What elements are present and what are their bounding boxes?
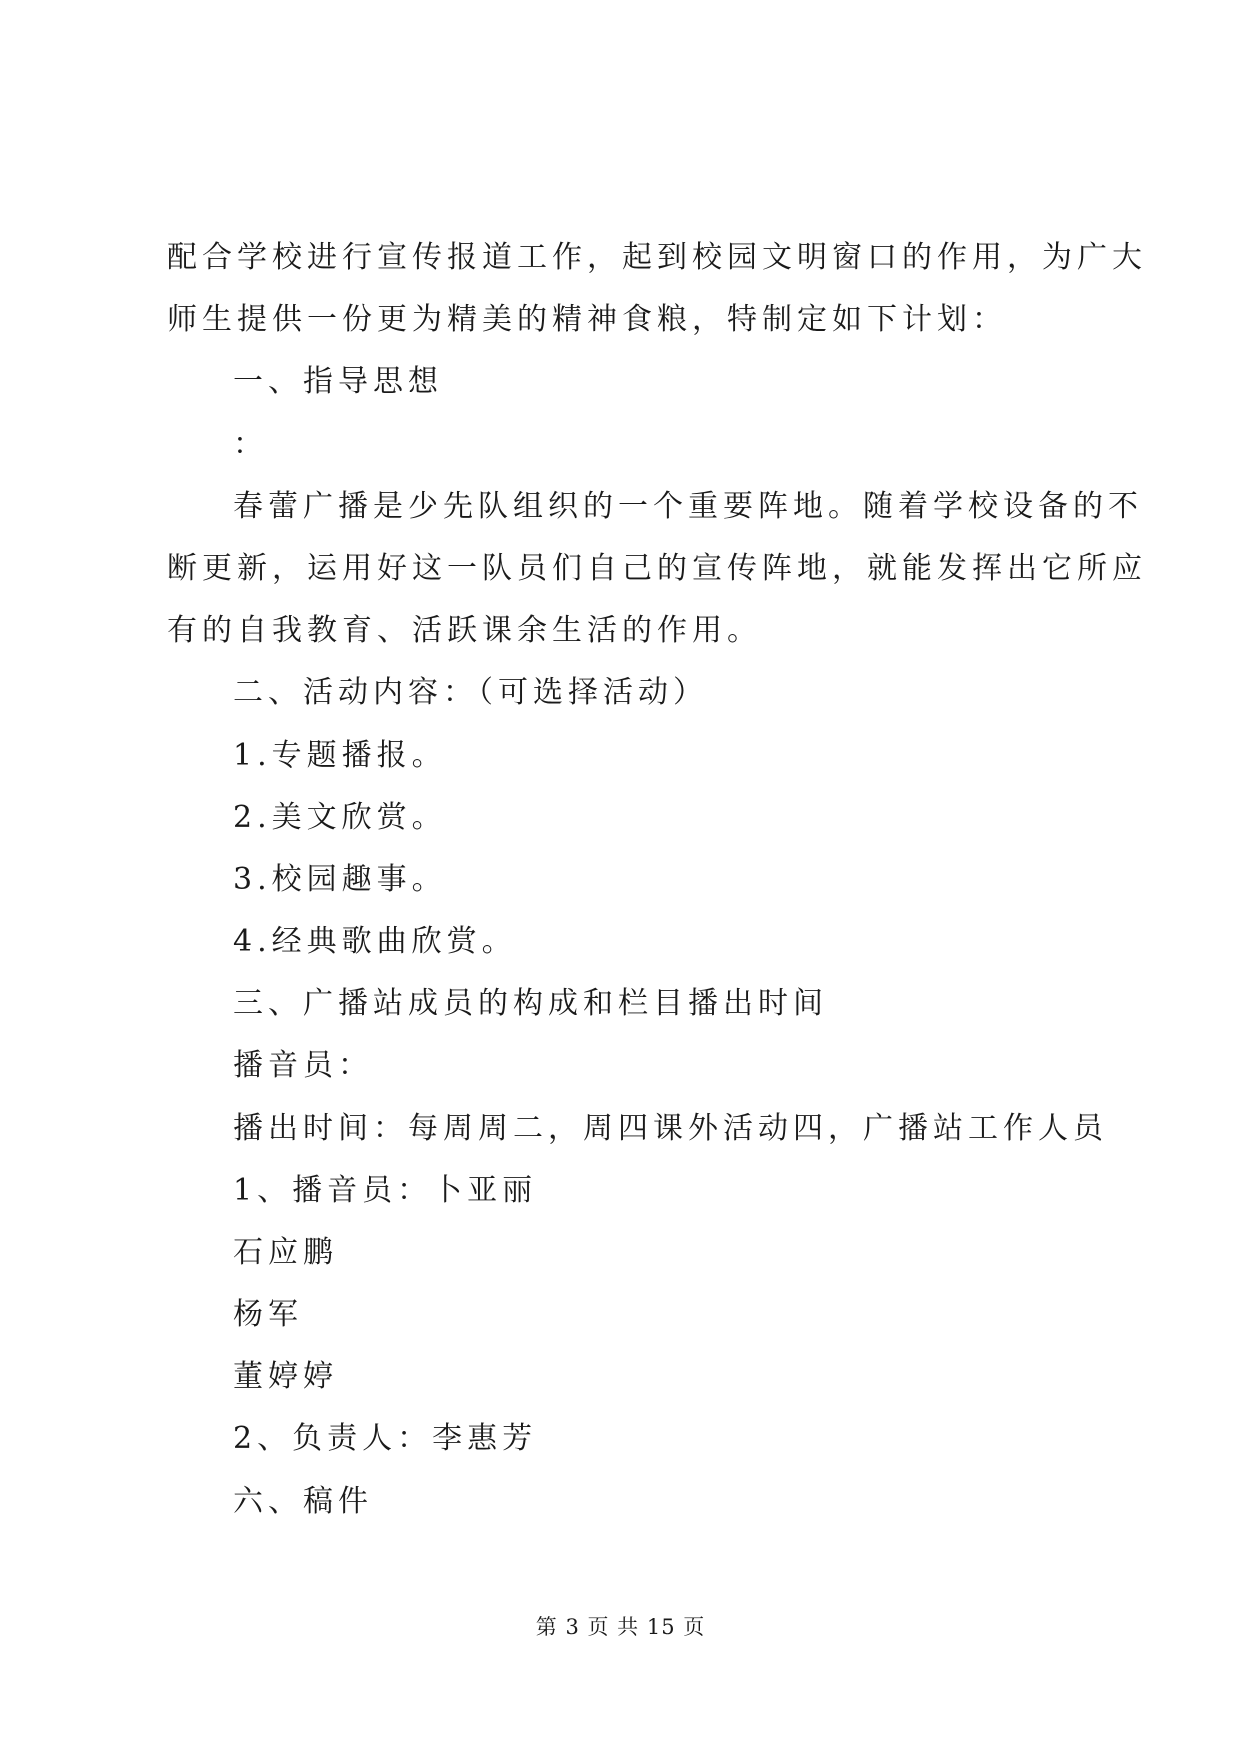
text-line: 断更新，运用好这一队员们自己的宣传阵地，就能发挥出它所应 bbox=[167, 551, 1147, 586]
list-item: 3.校园趣事。 bbox=[233, 862, 447, 897]
text-line: 播音员： bbox=[233, 1048, 373, 1083]
list-item: 1.专题播报。 bbox=[233, 738, 447, 773]
section-heading: 二、活动内容：（可选择活动） bbox=[233, 675, 708, 710]
text-line: 春蕾广播是少先队组织的一个重要阵地。随着学校设备的不 bbox=[233, 489, 1143, 524]
text-line: 董婷婷 bbox=[233, 1359, 338, 1394]
text-line: 播出时间：每周周二，周四课外活动四，广播站工作人员 bbox=[233, 1111, 1108, 1146]
list-item: 2、负责人：李惠芳 bbox=[233, 1421, 538, 1456]
text-line: 杨军 bbox=[233, 1297, 303, 1332]
list-item: 2.美文欣赏。 bbox=[233, 800, 447, 835]
page-number: 第 3 页 共 15 页 bbox=[535, 1615, 706, 1639]
text-line: 石应鹏 bbox=[233, 1235, 338, 1270]
text-line: 师生提供一份更为精美的精神食粮，特制定如下计划： bbox=[167, 302, 1007, 337]
text-line: 配合学校进行宣传报道工作，起到校园文明窗口的作用，为广大 bbox=[167, 240, 1147, 275]
text-line: 有的自我教育、活跃课余生活的作用。 bbox=[167, 613, 762, 648]
text-line: ： bbox=[233, 427, 268, 462]
list-item: 4.经典歌曲欣赏。 bbox=[233, 924, 517, 959]
section-heading: 一、指导思想 bbox=[233, 364, 443, 399]
section-heading: 六、稿件 bbox=[233, 1484, 373, 1519]
list-item: 1、播音员：卜亚丽 bbox=[233, 1173, 538, 1208]
section-heading: 三、广播站成员的构成和栏目播出时间 bbox=[233, 986, 828, 1021]
